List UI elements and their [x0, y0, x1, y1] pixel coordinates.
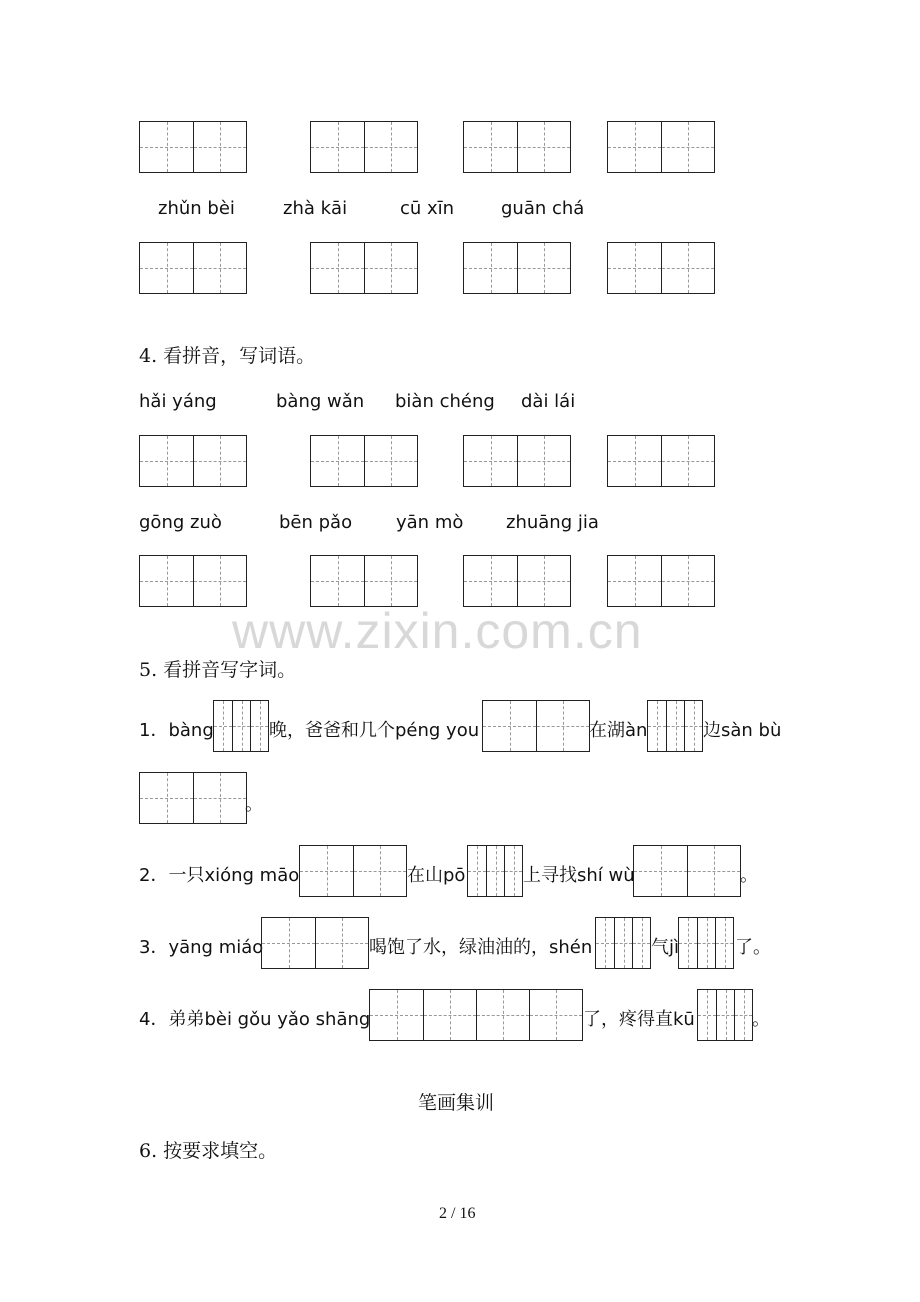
- writing-grid[interactable]: [310, 555, 418, 607]
- sentence-text: 晚，爸爸和几个péng you: [269, 720, 480, 741]
- writing-grid[interactable]: [595, 917, 651, 969]
- sentence-text: 。: [740, 865, 758, 886]
- question-4-title: 4. 看拼音，写词语。: [139, 345, 316, 367]
- writing-grid[interactable]: [482, 700, 590, 752]
- writing-grid[interactable]: [139, 242, 247, 294]
- sentence-text: 气jì: [651, 937, 680, 958]
- pinyin-label: gōng zuò: [139, 512, 222, 533]
- writing-grid[interactable]: [467, 845, 523, 897]
- writing-grid[interactable]: [310, 435, 418, 487]
- sentence-text: 3．yāng miáo: [139, 937, 264, 958]
- pinyin-label: bēn pǎo: [279, 512, 353, 533]
- question-6-title: 6. 按要求填空。: [139, 1140, 278, 1162]
- sentence-text: 喝饱了水，绿油油的，shén: [369, 937, 593, 958]
- sentence-text: 。: [245, 794, 263, 815]
- pinyin-label: zhǔn bèi: [158, 198, 235, 219]
- writing-grid[interactable]: [633, 845, 741, 897]
- section-title: 笔画集训: [418, 1092, 495, 1114]
- writing-grid[interactable]: [139, 121, 247, 173]
- writing-grid[interactable]: [139, 435, 247, 487]
- writing-grid[interactable]: [299, 845, 407, 897]
- pinyin-label: zhuāng jia: [506, 512, 599, 533]
- writing-grid[interactable]: [139, 555, 247, 607]
- writing-grid[interactable]: [139, 772, 247, 824]
- watermark: www.zixin.com.cn: [232, 603, 643, 659]
- pinyin-label: cū xīn: [400, 198, 455, 219]
- pinyin-label: biàn chéng: [395, 391, 495, 412]
- sentence-text: 4．弟弟bèi gǒu yǎo shāng: [139, 1009, 371, 1030]
- sentence-text: 。: [752, 1009, 770, 1030]
- writing-grid[interactable]: [607, 121, 715, 173]
- writing-grid[interactable]: [369, 989, 583, 1041]
- writing-grid[interactable]: [607, 242, 715, 294]
- pinyin-label: bàng wǎn: [276, 391, 365, 412]
- writing-grid[interactable]: [463, 121, 571, 173]
- writing-grid[interactable]: [213, 700, 269, 752]
- sentence-text: 1．bàng: [139, 720, 214, 741]
- sentence-text: 边sàn bù: [703, 720, 782, 741]
- sentence-text: 在山pō: [407, 865, 466, 886]
- writing-grid[interactable]: [463, 555, 571, 607]
- writing-grid[interactable]: [310, 242, 418, 294]
- writing-grid[interactable]: [310, 121, 418, 173]
- sentence-text: 在湖àn: [589, 720, 648, 741]
- sentence-text: 了，疼得直kū: [583, 1009, 695, 1030]
- question-5-title: 5. 看拼音写字词。: [139, 659, 297, 681]
- writing-grid[interactable]: [261, 917, 369, 969]
- sentence-text: 上寻找shí wù: [523, 865, 635, 886]
- writing-grid[interactable]: [463, 242, 571, 294]
- pinyin-label: yān mò: [396, 512, 464, 533]
- writing-grid[interactable]: [463, 435, 571, 487]
- pinyin-label: dài lái: [521, 391, 576, 412]
- writing-grid[interactable]: [697, 989, 753, 1041]
- pinyin-label: zhà kāi: [283, 198, 348, 219]
- writing-grid[interactable]: [607, 555, 715, 607]
- writing-grid[interactable]: [647, 700, 703, 752]
- pinyin-label: guān chá: [501, 198, 585, 219]
- sentence-text: 2．一只xióng māo: [139, 865, 300, 886]
- pinyin-label: hǎi yáng: [139, 391, 217, 412]
- writing-grid[interactable]: [678, 917, 734, 969]
- writing-grid[interactable]: [607, 435, 715, 487]
- page-number: 2 / 16: [439, 1205, 476, 1222]
- sentence-text: 了。: [735, 937, 771, 958]
